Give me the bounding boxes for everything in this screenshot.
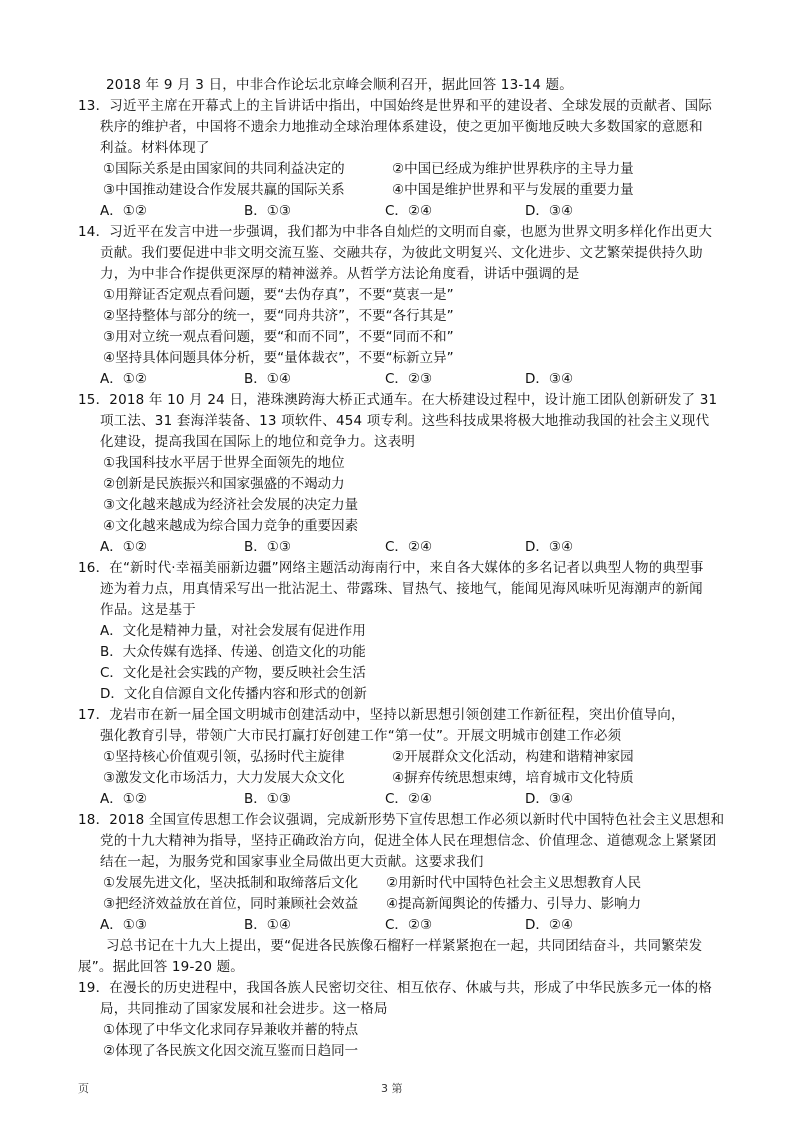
q18-item-2: ②用新时代中国特色社会主义思想教育人民 — [386, 875, 642, 891]
q14-line-2: 贡献。我们要促进中非文明交流互鉴、交融共存，为彼此文明复兴、文化进步、文艺繁荣提供持久助 — [100, 245, 703, 261]
q17-line-1: 17．龙岩市在新一届全国文明城市创建活动中，坚持以新思想引领创建工作新征程，突出价值导向， — [78, 707, 685, 723]
q15-choice-a: A．①② — [100, 539, 147, 555]
q14-choice-d: D．③④ — [525, 371, 574, 387]
q13-item-3: ③中国推动建设合作发展共赢的国际关系 — [103, 182, 345, 198]
q14-choice-a: A．①② — [100, 371, 147, 387]
q13-choice-b: B．①③ — [244, 203, 291, 219]
q18-item-1: ①发展先进文化，坚决抵制和取缔落后文化 — [103, 875, 359, 891]
q19-line-1: 19．在漫长的历史进程中，我国各族人民密切交往、相互依存、休戚与共，形成了中华民族多元一体的格 — [78, 980, 713, 996]
q13-choice-c: C．②④ — [385, 203, 433, 219]
footer-left: 页 — [78, 1082, 89, 1095]
intro-13-14: 2018 年 9 月 3 日，中非合作论坛北京峰会顺利召开，据此回答 13-14 题。 — [106, 77, 573, 93]
q14-item-4: ④坚持具体问题具体分析，要“量体裁衣”，不要“标新立异” — [103, 350, 454, 366]
q15-choice-b: B．①③ — [244, 539, 291, 555]
q14-item-2: ②坚持整体与部分的统一，要“同舟共济”，不要“各行其是” — [103, 308, 454, 324]
q19-item-2: ②体现了各民族文化因交流互鉴而日趋同一 — [103, 1043, 359, 1059]
q15-item-1: ①我国科技水平居于世界全面领先的地位 — [103, 455, 345, 471]
q13-choice-a: A．①② — [100, 203, 147, 219]
q17-choice-d: D．③④ — [525, 791, 574, 807]
q17-choice-c: C．②④ — [385, 791, 433, 807]
page-number: 3 第 — [381, 1082, 403, 1095]
q13-line-1: 13．习近平主席在开幕式上的主旨讲话中指出，中国始终是世界和平的建设者、全球发展的贡献者、国际 — [78, 98, 713, 114]
q16-option-c: C．文化是社会实践的产物，要反映社会生活 — [100, 665, 366, 681]
q16-line-2: 迹为着力点，用真情采写出一批沾泥土、带露珠、冒热气、接地气，能闻见海风味听见海潮声的新闻 — [100, 581, 703, 597]
q18-choice-b: B．①④ — [244, 917, 291, 933]
q14-line-3: 力，为中非合作提供更深厚的精神滋养。从哲学方法论角度看，讲话中强调的是 — [100, 266, 580, 282]
q18-line-3: 结在一起，为服务党和国家事业全局做出更大贡献。这要求我们 — [100, 854, 484, 870]
q17-item-2: ②开展群众文化活动，构建和谐精神家园 — [392, 749, 634, 765]
q15-item-4: ④文化越来越成为综合国力竞争的重要因素 — [103, 518, 359, 534]
q15-choice-d: D．③④ — [525, 539, 574, 555]
q17-item-4: ④摒弃传统思想束缚，培育城市文化特质 — [392, 770, 634, 786]
q19-line-2: 局，共同推动了国家发展和社会进步。这一格局 — [100, 1001, 388, 1017]
q17-choice-b: B．①③ — [244, 791, 291, 807]
q14-choice-c: C．②③ — [385, 371, 433, 387]
q16-option-a: A．文化是精神力量，对社会发展有促进作用 — [100, 623, 366, 639]
q18-line-2: 党的十九大精神为指导，坚持正确政治方向，促进全体人民在理想信念、价值理念、道德观念上紧紧团 — [100, 833, 717, 849]
q17-item-3: ③激发文化市场活力，大力发展大众文化 — [103, 770, 345, 786]
q14-line-1: 14．习近平在发言中进一步强调，我们都为中非各自灿烂的文明而自豪，也愿为世界文明多样化作出更大 — [78, 224, 713, 240]
q13-line-3: 利益。材料体现了 — [100, 140, 210, 156]
q14-choice-b: B．①④ — [244, 371, 291, 387]
intro-19-20-line-2: 展”。据此回答 19-20 题。 — [78, 959, 245, 975]
q14-item-1: ①用辩证否定观点看问题，要“去伪存真”，不要“莫衷一是” — [103, 287, 454, 303]
q14-item-3: ③用对立统一观点看问题，要“和而不同”，不要“同而不和” — [103, 329, 454, 345]
q17-line-2: 强化教育引导，带领广大市民打赢打好创建工作“第一仗”。开展文明城市创建工作必须 — [100, 728, 622, 744]
q15-line-2: 项工法、31 套海洋装备、13 项软件、454 项专利。这些科技成果将极大地推动我国的社会主义现代 — [100, 413, 710, 429]
q13-item-2: ②中国已经成为维护世界秩序的主导力量 — [392, 161, 634, 177]
intro-19-20-line-1: 习总书记在十九大上提出，要“促进各民族像石榴籽一样紧紧抱在一起，共同团结奋斗，共同繁荣发 — [106, 938, 703, 954]
q15-choice-c: C．②④ — [385, 539, 433, 555]
q18-item-4: ④提高新闻舆论的传播力、引导力、影响力 — [386, 896, 642, 912]
q17-item-1: ①坚持核心价值观引领，弘扬时代主旋律 — [103, 749, 345, 765]
q16-line-1: 16．在“新时代·幸福美丽新边疆”网络主题活动海南行中，来自各大媒体的多名记者以典型人物的典型事 — [78, 560, 704, 576]
q18-choice-d: D．②④ — [525, 917, 574, 933]
q13-line-2: 秩序的维护者，中国将不遗余力地推动全球治理体系建设，使之更加平衡地反映大多数国家的意愿和 — [100, 119, 703, 135]
q16-option-d: D．文化自信源自文化传播内容和形式的创新 — [100, 686, 367, 702]
q18-line-1: 18．2018 全国宣传思想工作会议强调，完成新形势下宣传思想工作必须以新时代中国特色社会主义思想和 — [78, 812, 725, 828]
q13-item-4: ④中国是维护世界和平与发展的重要力量 — [392, 182, 634, 198]
q13-choice-d: D．③④ — [525, 203, 574, 219]
q18-choice-a: A．①③ — [100, 917, 147, 933]
q15-line-1: 15．2018 年 10 月 24 日，港珠澳跨海大桥正式通车。在大桥建设过程中，设计施工团队创新研发了 31 — [78, 392, 718, 408]
q16-option-b: B．大众传媒有选择、传递、创造文化的功能 — [100, 644, 366, 660]
q15-item-2: ②创新是民族振兴和国家强盛的不竭动力 — [103, 476, 345, 492]
q19-item-1: ①体现了中华文化求同存异兼收并蓄的特点 — [103, 1022, 359, 1038]
q13-item-1: ①国际关系是由国家间的共同利益决定的 — [103, 161, 345, 177]
q17-choice-a: A．①② — [100, 791, 147, 807]
q16-line-3: 作品。这是基于 — [100, 602, 196, 618]
q15-item-3: ③文化越来越成为经济社会发展的决定力量 — [103, 497, 359, 513]
q18-item-3: ③把经济效益放在首位，同时兼顾社会效益 — [103, 896, 359, 912]
q18-choice-c: C．②③ — [385, 917, 433, 933]
q15-line-3: 化建设，提高我国在国际上的地位和竞争力。这表明 — [100, 434, 416, 450]
